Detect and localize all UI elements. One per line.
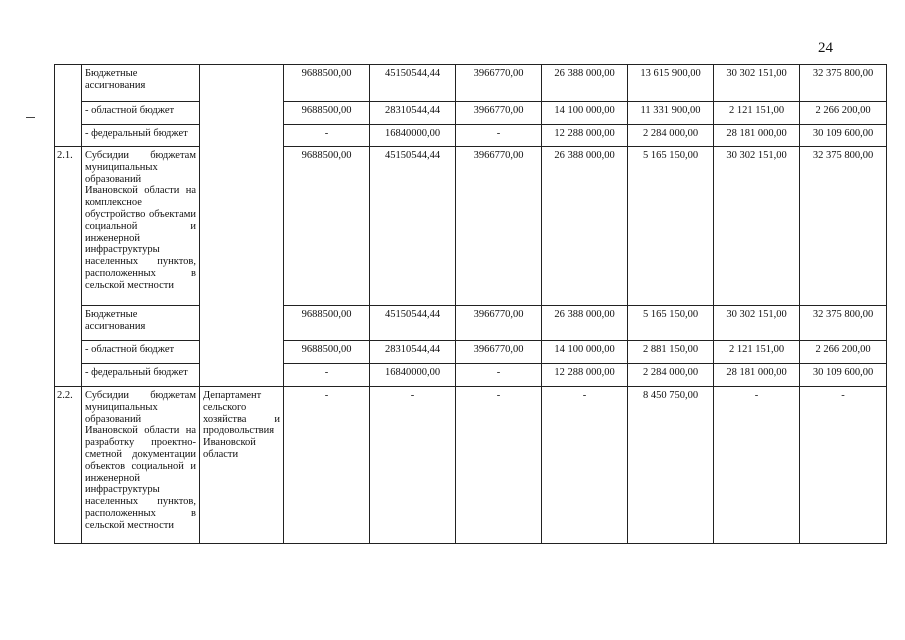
budget-table	[54, 64, 887, 544]
value-cell: 28 181 000,00	[714, 125, 800, 147]
table-row	[55, 102, 887, 125]
margin-mark	[26, 117, 35, 118]
value-cell: -	[284, 364, 370, 387]
value-cell: 12 288 000,00	[542, 125, 628, 147]
description-cell: Бюджетные ассигнования	[82, 306, 200, 341]
value-cell: 30 109 600,00	[800, 125, 887, 147]
page-number: 24	[818, 40, 833, 56]
value-cell: 9688500,00	[284, 147, 370, 306]
value-cell: 32 375 800,00	[800, 306, 887, 341]
table-row	[55, 125, 887, 147]
value-cell: 3966770,00	[456, 341, 542, 364]
value-cell: 2 121 151,00	[714, 102, 800, 125]
value-cell: -	[284, 387, 370, 544]
value-cell: 9688500,00	[284, 306, 370, 341]
value-cell: -	[284, 125, 370, 147]
value-cell: 26 388 000,00	[542, 306, 628, 341]
value-cell: 3966770,00	[456, 65, 542, 102]
value-cell: 45150544,44	[370, 306, 456, 341]
value-cell: 5 165 150,00	[628, 306, 714, 341]
value-cell: 16840000,00	[370, 364, 456, 387]
description-cell: - областной бюджет	[82, 341, 200, 364]
description-cell: - федеральный бюджет	[82, 364, 200, 387]
value-cell: -	[370, 387, 456, 544]
value-cell: 2 881 150,00	[628, 341, 714, 364]
table-row	[55, 341, 887, 364]
value-cell: 2 266 200,00	[800, 341, 887, 364]
value-cell: 9688500,00	[284, 341, 370, 364]
table-row	[55, 306, 887, 341]
row-number-cell	[55, 65, 82, 147]
value-cell: -	[542, 387, 628, 544]
value-cell: 32 375 800,00	[800, 147, 887, 306]
value-cell: 32 375 800,00	[800, 65, 887, 102]
value-cell: 3966770,00	[456, 306, 542, 341]
value-cell: 14 100 000,00	[542, 102, 628, 125]
table-row	[55, 364, 887, 387]
description-cell: - федеральный бюджет	[82, 125, 200, 147]
value-cell: 8 450 750,00	[628, 387, 714, 544]
value-cell: 30 302 151,00	[714, 147, 800, 306]
value-cell: -	[456, 387, 542, 544]
value-cell: 26 388 000,00	[542, 147, 628, 306]
value-cell: 30 302 151,00	[714, 65, 800, 102]
value-cell: -	[456, 125, 542, 147]
value-cell: 45150544,44	[370, 147, 456, 306]
value-cell: 13 615 900,00	[628, 65, 714, 102]
value-cell: 9688500,00	[284, 65, 370, 102]
value-cell: 45150544,44	[370, 65, 456, 102]
value-cell: 26 388 000,00	[542, 65, 628, 102]
executor-cell	[200, 65, 284, 387]
row-number-cell: 2.1.	[55, 147, 82, 387]
description-cell: - областной бюджет	[82, 102, 200, 125]
value-cell: 14 100 000,00	[542, 341, 628, 364]
table-row	[55, 147, 887, 306]
value-cell: 28 181 000,00	[714, 364, 800, 387]
value-cell: 12 288 000,00	[542, 364, 628, 387]
value-cell: 5 165 150,00	[628, 147, 714, 306]
description-cell: Субсидии бюджетам муниципальных образований Ивановской области на комплексное обустройство объектами социальной и инженерной инфраструктуры населенных пунктов, расположенных в сельской местности	[82, 147, 200, 306]
value-cell: 9688500,00	[284, 102, 370, 125]
value-cell: 2 284 000,00	[628, 364, 714, 387]
value-cell: 2 121 151,00	[714, 341, 800, 364]
value-cell: 2 266 200,00	[800, 102, 887, 125]
table-row	[55, 387, 887, 544]
value-cell: 30 109 600,00	[800, 364, 887, 387]
executor-cell: Департамент сельского хозяйства и продовольствия Ивановской области	[200, 387, 284, 544]
value-cell: -	[800, 387, 887, 544]
value-cell: -	[456, 364, 542, 387]
row-number-cell: 2.2.	[55, 387, 82, 544]
value-cell: 11 331 900,00	[628, 102, 714, 125]
value-cell: 16840000,00	[370, 125, 456, 147]
value-cell: 3966770,00	[456, 147, 542, 306]
description-cell: Бюджетные ассигнования	[82, 65, 200, 102]
value-cell: 3966770,00	[456, 102, 542, 125]
description-cell: Субсидии бюджетам муниципальных образований Ивановской области на разработку проектно-сметной документации объектов социальной и инженерной инфраструктуры населенных пунктов, расположенных в сельской местности	[82, 387, 200, 544]
value-cell: 28310544,44	[370, 102, 456, 125]
value-cell: 28310544,44	[370, 341, 456, 364]
table-row	[55, 65, 887, 102]
value-cell: 30 302 151,00	[714, 306, 800, 341]
value-cell: 2 284 000,00	[628, 125, 714, 147]
value-cell: -	[714, 387, 800, 544]
